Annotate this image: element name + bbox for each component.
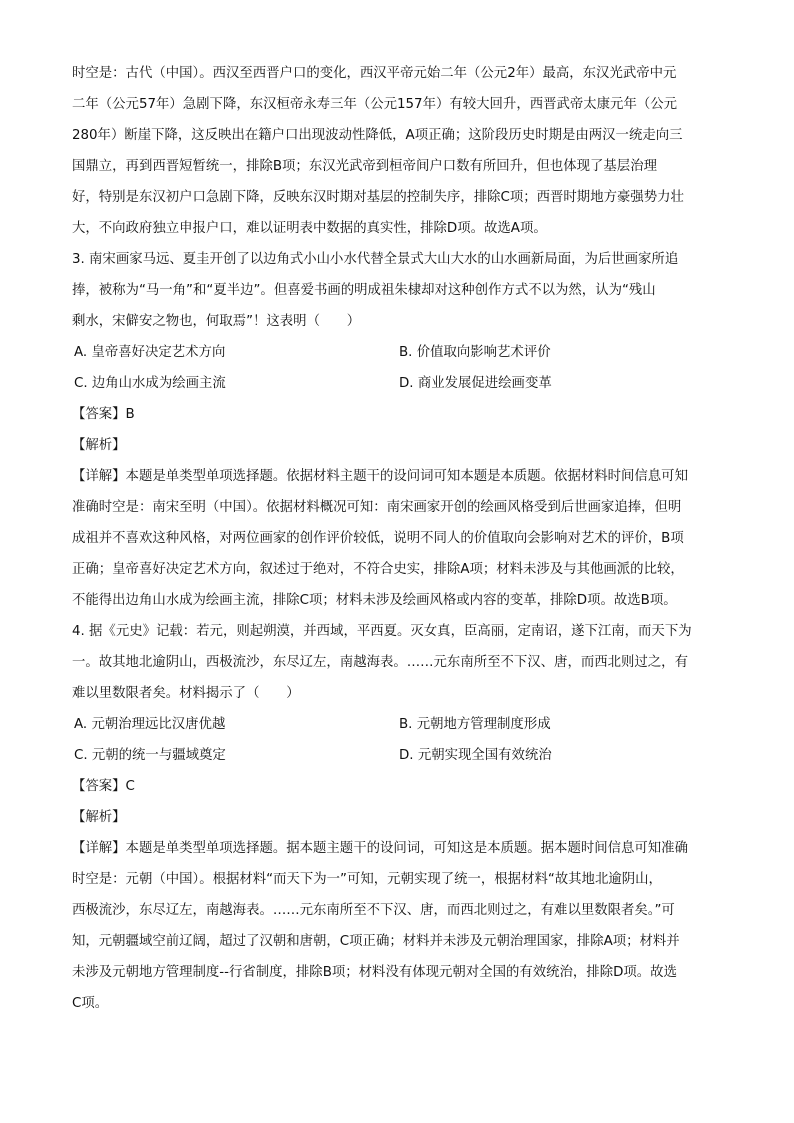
option-c: C. 边角山水成为绘画主流 bbox=[74, 376, 226, 391]
detail-line: 成祖并不喜欢这种风格，对两位画家的创作评价较低，说明不同人的价值取向会影响对艺术的评价，B项 bbox=[72, 531, 684, 546]
detail-line: 【详解】本题是单类型单项选择题。据本题主题干的设问词，可知这是本质题。据本题时间信息可知准确 bbox=[72, 841, 688, 856]
question-stem: 难以里数限者矣。材料揭示了（ ） bbox=[72, 686, 300, 701]
detail-line: 不能得出边角山水成为绘画主流，排除C项；材料未涉及绘画风格或内容的变革，排除D项。故选B项。 bbox=[72, 593, 677, 608]
question-stem: 4. 据《元史》记载：若元，则起朔漠，并西域，平西夏。灭女真，臣高丽，定南诏，遂下江南，而天下为 bbox=[72, 624, 692, 639]
option-d: D. 商业发展促进绘画变革 bbox=[399, 376, 552, 391]
option-d: D. 元朝实现全国有效统治 bbox=[399, 748, 552, 763]
detail-line: 时空是：元朝（中国）。根据材料“而天下为一”可知，元朝实现了统一，根据材料“故其地北逾阴山， bbox=[72, 872, 662, 887]
options-row bbox=[72, 337, 724, 368]
options-row bbox=[72, 740, 724, 771]
options-row bbox=[72, 709, 724, 740]
detail-line: C项。 bbox=[72, 996, 109, 1011]
options-row bbox=[72, 368, 724, 399]
detail-line: 正确；皇帝喜好决定艺术方向，叙述过于绝对，不符合史实，排除A项；材料未涉及与其他画派的比较， bbox=[72, 562, 684, 577]
text-line: 280年）断崖下降，这反映出在籍户口出现波动性降低，A项正确；这阶段历史时期是由两汉一统走向三 bbox=[72, 128, 683, 143]
question-3 bbox=[72, 244, 724, 616]
option-c: C. 元朝的统一与疆域奠定 bbox=[74, 748, 226, 763]
text-line: 二年（公元57年）急剧下降，东汉桓帝永寿三年（公元157年）有较大回升，西晋武帝太康元年（公元 bbox=[72, 97, 678, 112]
document-page bbox=[72, 58, 724, 1019]
question-4 bbox=[72, 616, 724, 1019]
text-line: 好，特别是东汉初户口急剧下降，反映东汉时期对基层的控制失序，排除C项；西晋时期地方豪强势力壮 bbox=[72, 190, 684, 205]
detail-line: 未涉及元朝地方管理制度--行省制度，排除B项；材料没有体现元朝对全国的有效统治，排除D项。故选 bbox=[72, 965, 677, 980]
text-line: 大，不向政府独立申报户口，难以证明表中数据的真实性，排除D项。故选A项。 bbox=[72, 221, 547, 236]
analysis-label: 【解析】 bbox=[72, 810, 126, 825]
text-line: 时空是：古代（中国）。西汉至西晋户口的变化，西汉平帝元始二年（公元2年）最高，东汉光武帝中元 bbox=[72, 66, 677, 81]
detail-line: 【详解】本题是单类型单项选择题。依据材料主题干的设问词可知本题是本质题。依据材料时间信息可知 bbox=[72, 469, 688, 484]
option-b: B. 价值取向影响艺术评价 bbox=[399, 345, 551, 360]
option-a: A. 元朝治理远比汉唐优越 bbox=[74, 717, 226, 732]
question-stem: 3. 南宋画家马远、夏圭开创了以边角式小山小水代替全景式大山大水的山水画新局面，为后世画家所追 bbox=[72, 252, 679, 267]
detail-line: 西极流沙，东尽辽左，南越海表。……元东南所至不下汉、唐，而西北则过之，有难以里数限者矣。”可 bbox=[72, 903, 675, 918]
question-stem: 一。故其地北逾阴山，西极流沙，东尽辽左，南越海表。……元东南所至不下汉、唐，而西北则过之，有 bbox=[72, 655, 688, 670]
q2-explanation bbox=[72, 58, 724, 244]
question-stem: 捧，被称为“马一角”和“夏半边”。但喜爱书画的明成祖朱棣却对这种创作方式不以为然，认为“残山 bbox=[72, 283, 656, 298]
question-stem: 剩水，宋僻安之物也，何取焉”！这表明（ ） bbox=[72, 314, 361, 329]
detail-line: 准确时空是：南宋至明（中国）。依据材料概况可知：南宋画家开创的绘画风格受到后世画家追捧，但明 bbox=[72, 500, 682, 515]
analysis-label: 【解析】 bbox=[72, 438, 126, 453]
text-line: 国鼎立，再到西晋短暂统一，排除B项；东汉光武帝到桓帝间户口数有所回升，但也体现了基层治理 bbox=[72, 159, 657, 174]
answer-label: 【答案】C bbox=[72, 779, 135, 794]
option-a: A. 皇帝喜好决定艺术方向 bbox=[74, 345, 226, 360]
detail-line: 知，元朝疆域空前辽阔，超过了汉朝和唐朝，C项正确；材料并未涉及元朝治理国家，排除A项；材料并 bbox=[72, 934, 680, 949]
option-b: B. 元朝地方管理制度形成 bbox=[399, 717, 551, 732]
answer-label: 【答案】B bbox=[72, 407, 135, 422]
